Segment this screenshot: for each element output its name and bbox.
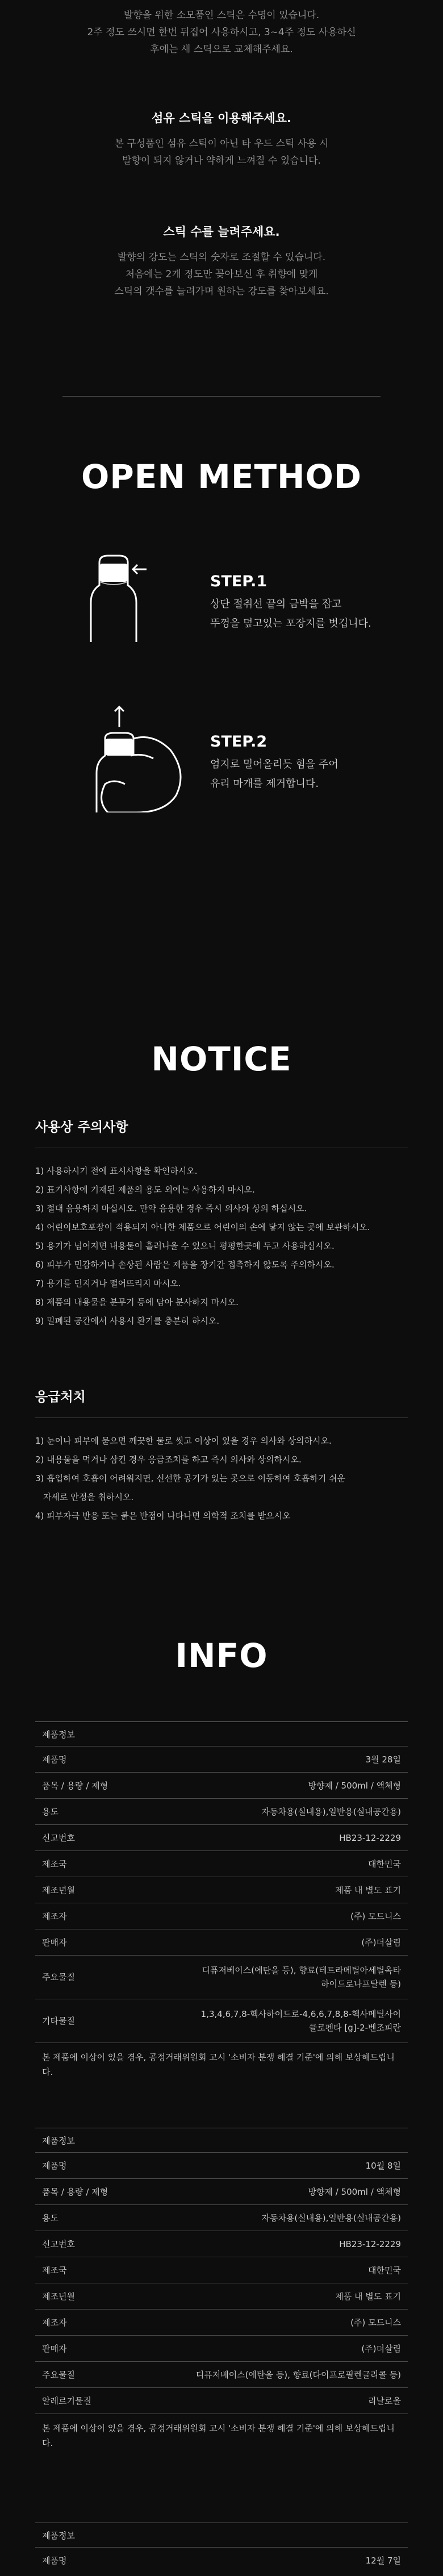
first-aid-item: 1) 눈이나 피부에 묻으면 깨끗한 물로 씻고 이상이 있을 경우 의사와 상의하시오.: [35, 1436, 332, 1446]
usage-item: 4) 어린이보호포장이 적용되지 아니한 제품으로 어린이의 손에 닿지 않는 곳에 보관하시오.: [35, 1222, 370, 1232]
table-row: 제조자 (주) 모드니스: [35, 2310, 408, 2336]
step-2-line: 유리 마개를 제거합니다.: [210, 778, 319, 790]
stick-count-line: 스틱의 갯수를 늘려가며 원하는 강도를 찾아보세요.: [114, 286, 329, 297]
table-row: 제품명 3월 28일: [35, 1746, 408, 1773]
usage-precautions: [35, 1116, 408, 1331]
usage-item: 1) 사용하시기 전에 표시사항을 확인하시오.: [35, 1166, 198, 1176]
step-2-title: STEP.2: [210, 733, 268, 751]
usage-item: 6) 피부가 민감하거나 손상된 사람은 제품을 장기간 접촉하지 않도록 주의하시오.: [35, 1260, 335, 1270]
fiber-stick-section: [0, 109, 443, 169]
fiber-stick-line: 발향이 되지 않거나 약하게 느껴질 수 있습니다.: [122, 155, 321, 166]
table-row: 알레르기물질 리날로올: [35, 2388, 408, 2414]
table-row: 용도 자동차용(실내용),일반용(실내공간용): [35, 2205, 408, 2231]
open-method-title: OPEN METHOD: [81, 457, 362, 496]
table-note: 본 제품에 이상이 있을 경우, 공정거래위원회 고시 '소비자 분쟁 해결 기준'에 의해 보상해드립니다.: [35, 2414, 408, 2458]
table-row: 신고번호 HB23-12-2229: [35, 1825, 408, 1851]
table-row: 제조자 (주) 모드니스: [35, 1903, 408, 1929]
step-2-line: 엄지로 밀어올리듯 힘을 주어: [210, 758, 338, 770]
table-note: 본 제품에 이상이 있을 경우, 공정거래위원회 고시 '소비자 분쟁 해결 기준'에 의해 보상해드립니다.: [35, 2043, 408, 2087]
product-info-table-1: [35, 1721, 408, 2086]
table-row: 품목 / 용량 / 제형 방향제 / 500ml / 액체형: [35, 2179, 408, 2205]
table-row: 제조년월 제품 내 별도 표기: [35, 2283, 408, 2310]
usage-item: 2) 표기사항에 기재된 제품의 용도 외에는 사용하지 마시오.: [35, 1185, 255, 1195]
usage-item: 5) 용기가 넘어지면 내용물이 흘러나올 수 있으니 평평한곳에 두고 사용하십시오.: [35, 1241, 335, 1251]
table-row: 품목 / 용량 / 제형 방향제 / 500ml / 액체형: [35, 1773, 408, 1799]
section-divider: [62, 396, 381, 397]
table-row: 제조국 대한민국: [35, 1851, 408, 1877]
table-header: 제품정보: [35, 2523, 408, 2548]
table-row: 주요물질 디퓨저베이스(에탄올 등), 향료(테트라메틸아세틸옥타하이드로나프탈렌 등): [35, 1956, 408, 1999]
intro-line: 2주 정도 쓰시면 한번 뒤집어 사용하시고, 3~4주 정도 사용하신: [87, 27, 356, 38]
fiber-stick-title: 섬유 스틱을 이용해주세요.: [152, 111, 291, 125]
stick-count-line: 처음에는 2개 정도만 꽂아보신 후 취향에 맞게: [125, 269, 318, 280]
usage-item: 9) 밀폐된 공간에서 사용시 환기를 충분히 하시오.: [35, 1316, 220, 1326]
product-info-table-2: [35, 2128, 408, 2457]
usage-item: 8) 제품의 내용물을 분무기 등에 담아 분사하지 마시오.: [35, 1297, 239, 1307]
usage-item: 3) 절대 음용하지 마십시오. 만약 음용한 경우 즉시 의사와 상의 하십시오.: [35, 1203, 307, 1214]
intro-text: [0, 7, 443, 58]
table-header: 제품정보: [35, 1722, 408, 1746]
table-row: 판매자 (주)더살림: [35, 2336, 408, 2362]
usage-item: 7) 용기를 던지거나 떨어뜨리지 마시오.: [35, 1278, 181, 1289]
table-row: 제조년월 제품 내 별도 표기: [35, 1877, 408, 1903]
table-row: 주요물질 디퓨저베이스(에탄올 등), 향료(다이프로필렌글리콜 등): [35, 2362, 408, 2388]
step-1-line: 뚜껑을 덮고있는 포장지를 벗깁니다.: [210, 618, 371, 630]
notice-title: NOTICE: [151, 1040, 292, 1078]
step-1-title: STEP.1: [210, 573, 268, 590]
first-aid: [35, 1386, 408, 1525]
table-row: 제조국 대한민국: [35, 2257, 408, 2283]
intro-line: 발향을 위한 소모품인 스틱은 수명이 있습니다.: [123, 10, 320, 21]
table-row: 제품명 10월 8일: [35, 2153, 408, 2179]
table-row: 용도 자동차용(실내용),일반용(실내공간용): [35, 1799, 408, 1825]
first-aid-item: 4) 피부자극 반응 또는 붉은 반점이 나타나면 의학적 조치를 받으시오: [35, 1511, 291, 1521]
stick-count-line: 발향의 강도는 스틱의 숫자로 조절할 수 있습니다.: [117, 252, 326, 263]
first-aid-title: 응급처치: [35, 1390, 86, 1404]
table-header: 제품정보: [35, 2128, 408, 2153]
intro-line: 후에는 새 스틱으로 교체해주세요.: [150, 44, 293, 55]
stick-count-section: [0, 223, 443, 300]
step-2: [210, 733, 426, 794]
table-row: 기타물질 1,3,4,6,7,8-헥사하이드로-4,6,6,7,8,8-헥사메틸사이클로펜타 [g]-2-벤조피란: [35, 1999, 408, 2043]
usage-precautions-title: 사용상 주의사항: [35, 1120, 128, 1135]
table-row: 신고번호 HB23-12-2229: [35, 2231, 408, 2257]
table-row: 판매자 (주)더살림: [35, 1929, 408, 1956]
hand-open-illustration: [74, 699, 187, 812]
stick-count-title: 스틱 수를 늘려주세요.: [163, 225, 280, 239]
info-title: INFO: [175, 1636, 268, 1675]
bottle-cap-illustration: [74, 551, 153, 642]
first-aid-item: 2) 내용물을 먹거나 삼킨 경우 응급조치를 하고 즉시 의사와 상의하시오.: [35, 1454, 302, 1465]
step-1-line: 상단 절취선 끝의 금박을 잡고: [210, 598, 342, 610]
step-1: [210, 573, 426, 633]
fiber-stick-line: 본 구성품인 섬유 스틱이 아닌 타 우드 스틱 사용 시: [114, 138, 329, 149]
first-aid-item: 3) 흡입하여 호흡이 어려워지면, 신선한 공기가 있는 곳으로 이동하여 호흡하기 쉬운: [35, 1473, 346, 1483]
product-info-table-3: [35, 2523, 408, 2573]
first-aid-item: 자세로 안정을 취하시오.: [43, 1492, 134, 1502]
table-row: 제품명 12월 7일: [35, 2548, 408, 2574]
